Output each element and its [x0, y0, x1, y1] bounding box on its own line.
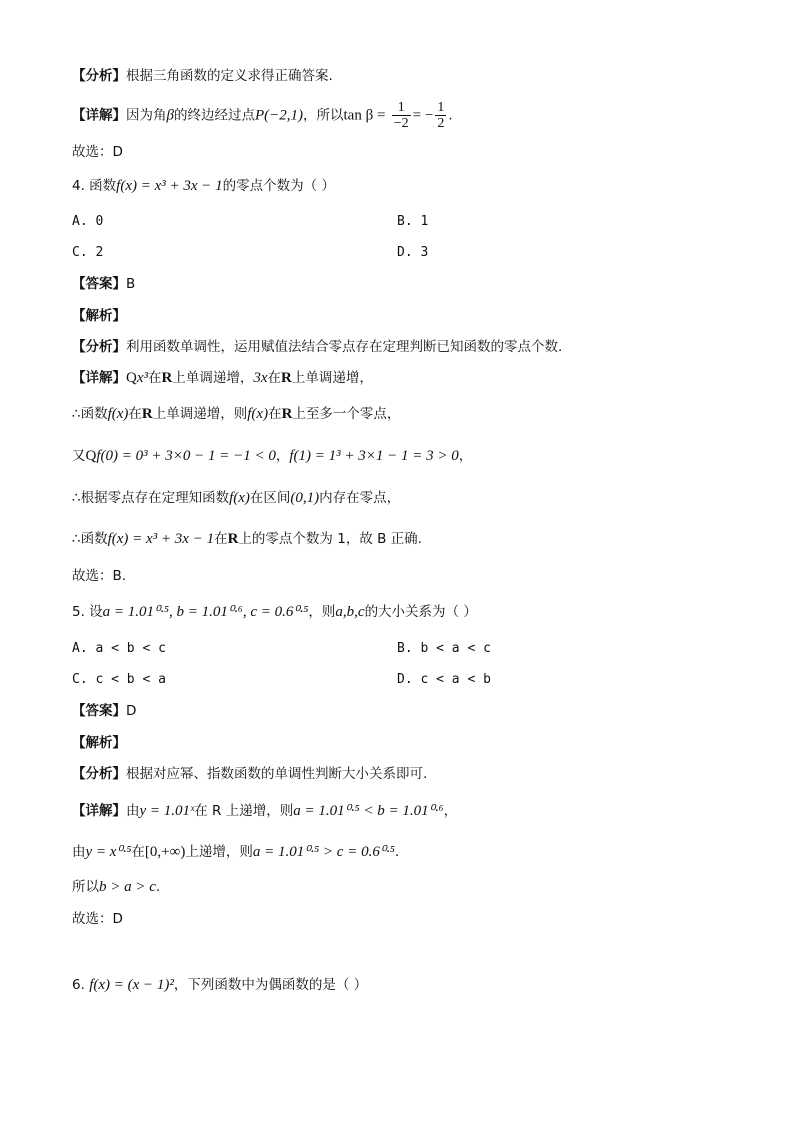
q4-detail-2: ∴函数f(x)在R上单调递增，则f(x)在R上至多一个零点，	[72, 406, 401, 422]
q4-answer: 【答案】B	[72, 276, 136, 292]
fraction-1-over-2: $\frac{1}{2}$	[437, 100, 445, 131]
q5-analysis: 【分析】根据对应幂、指数函数的单调性判断大小关系即可.	[72, 766, 428, 782]
q6-stem: 6. f(x) = (x − 1)²，下列函数中为偶函数的是（ ）	[72, 977, 368, 993]
q5-detail-3: 所以b > a > c.	[72, 879, 161, 895]
p3-choose: 故选：D	[72, 144, 123, 160]
q4-option-c: C. 2	[72, 245, 104, 260]
p3-analysis: 【分析】根据三角函数的定义求得正确答案.	[72, 68, 333, 84]
fraction-1-over-neg2: $\frac{1}{-2}$	[393, 100, 409, 131]
q5-option-c: C. c < b < a	[72, 672, 166, 687]
q4-detail-1: 【详解】Qx³在R上单调递增，3x在R上单调递增，	[72, 370, 373, 386]
q5-choose: 故选：D	[72, 911, 123, 927]
q5-answer: 【答案】D	[72, 703, 137, 719]
q5-detail-2: 由y = x⁰·⁵在[0,+∞)上递增，则a = 1.01⁰·⁵ > c = 0.6⁰·⁵.	[72, 844, 400, 860]
q4-choose: 故选：B.	[72, 568, 127, 584]
q4-stem: 4. 函数f(x) = x³ + 3x − 1的零点个数为（ ）	[72, 178, 335, 194]
p3-detail: 【详解】因为角β的终边经过点P(−2,1)，所以tan β = $\frac{1}{-2}$ = − $\frac{1}{2}$ .	[72, 100, 453, 131]
q4-option-a: A. 0	[72, 214, 104, 229]
q4-option-d: D. 3	[397, 245, 429, 260]
q4-jiexi: 【解析】	[72, 308, 126, 324]
q4-detail-4: ∴根据零点存在定理知函数f(x)在区间(0,1)内存在零点，	[72, 490, 401, 506]
q4-detail-3: 又Qf(0) = 0³ + 3×0 − 1 = −1 < 0，f(1) = 1³ + 3×1 − 1 = 3 > 0，	[72, 448, 473, 464]
q5-detail-1: 【详解】由y = 1.01ˣ在 R 上递增，则a = 1.01⁰·⁵ < b = 1.01⁰·⁶，	[72, 803, 458, 819]
q5-option-a: A. a < b < c	[72, 641, 166, 656]
q5-option-d: D. c < a < b	[397, 672, 491, 687]
q4-analysis: 【分析】利用函数单调性，运用赋值法结合零点存在定理判断已知函数的零点个数.	[72, 339, 563, 355]
q5-option-b: B. b < a < c	[397, 641, 491, 656]
q4-detail-5: ∴函数f(x) = x³ + 3x − 1在R上的零点个数为 1，故 B 正确.	[72, 531, 422, 547]
q5-stem: 5. 设a = 1.01⁰·⁵, b = 1.01⁰·⁶, c = 0.6⁰·⁵，则a,b,c的大小关系为（ ）	[72, 604, 477, 620]
q5-jiexi: 【解析】	[72, 735, 126, 751]
q4-option-b: B. 1	[397, 214, 429, 229]
